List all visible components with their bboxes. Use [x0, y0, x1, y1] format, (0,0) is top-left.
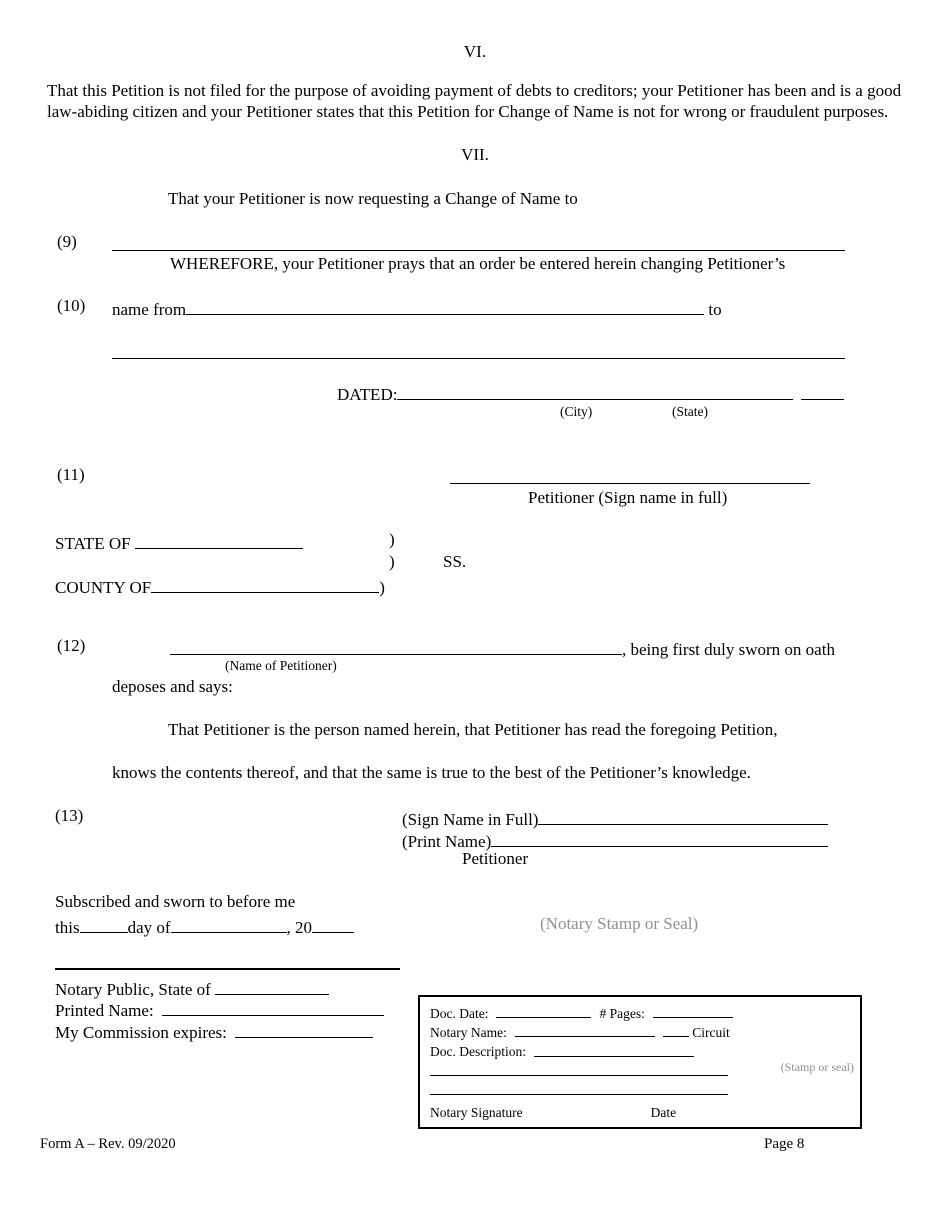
box-date-label: Date — [650, 1104, 677, 1120]
printed-name-row — [55, 997, 384, 1021]
section-vii-heading: VII. — [461, 145, 489, 164]
doc-description-blank[interactable] — [534, 1041, 694, 1056]
petitioner-caption: Petitioner — [462, 849, 529, 868]
doc-description-label: Doc. Description: — [430, 1044, 526, 1060]
sworn-day-blank[interactable] — [80, 914, 128, 933]
print-name-blank[interactable] — [491, 828, 828, 847]
name-of-petitioner-caption: (Name of Petitioner) — [225, 658, 337, 673]
pages-label: # Pages: — [599, 1006, 645, 1022]
doc-date-row — [430, 1003, 850, 1022]
commission-expires-blank[interactable] — [235, 1019, 373, 1038]
sworn-year-blank[interactable] — [312, 914, 354, 933]
commission-label: My Commission expires: — [55, 1022, 227, 1042]
this-word: this — [55, 917, 80, 937]
doc-description-row-3 — [430, 1080, 850, 1099]
doc-date-label: Doc. Date: — [430, 1006, 489, 1022]
notary-public-label: Notary Public, State of — [55, 979, 211, 999]
notary-signature-row — [430, 1104, 850, 1121]
form-revision: Form A – Rev. 09/2020 — [40, 1136, 176, 1152]
petitioner-signature-blank[interactable] — [450, 483, 810, 484]
page-number: Page 8 — [764, 1136, 805, 1152]
doc-date-blank[interactable] — [496, 1003, 591, 1018]
item-13-number: (13) — [55, 806, 84, 825]
state-caption: (State) — [672, 404, 708, 419]
day-of-label: day of — [127, 917, 171, 937]
sign-name-label: (Sign Name in Full) — [402, 809, 539, 829]
item-11-number: (11) — [57, 465, 85, 484]
dated-row — [337, 381, 844, 405]
county-of-label: COUNTY OF — [55, 577, 152, 597]
notary-state-blank[interactable] — [215, 976, 329, 995]
dated-state-blank[interactable] — [801, 381, 844, 400]
notary-stamp-hint: (Notary Stamp or Seal) — [540, 914, 699, 933]
venue-paren-middle: ) — [389, 552, 395, 571]
venue-state-blank[interactable] — [135, 530, 303, 549]
doc-description-line-3[interactable] — [430, 1080, 728, 1095]
sign-name-row — [402, 806, 828, 830]
wherefore-line: WHEREFORE, your Petitioner prays that an order be entered herein changing Petitioner’s — [170, 254, 786, 273]
change-name-to-blank[interactable] — [112, 250, 845, 251]
subscribed-line: Subscribed and sworn to before me — [55, 892, 296, 911]
city-caption: (City) — [560, 404, 593, 419]
venue-paren-top: ) — [389, 530, 395, 549]
circuit-label: Circuit — [692, 1025, 730, 1041]
sworn-suffix: , being first duly sworn on oath — [622, 639, 835, 659]
item-12-number: (12) — [57, 636, 86, 655]
state-of-row — [55, 530, 303, 554]
section-vi-heading: VI. — [463, 42, 487, 61]
notary-certificate-box — [418, 995, 862, 1129]
new-name-blank[interactable] — [112, 358, 845, 359]
sworn-month-blank[interactable] — [171, 914, 287, 933]
to-label: to — [708, 299, 722, 319]
year-prefix: , 20 — [286, 917, 313, 937]
petitioner-name-blank[interactable] — [170, 636, 622, 655]
deposes-label: deposes and says: — [112, 677, 233, 696]
statement-line-2: knows the contents thereof, and that the same is true to the best of the Petitioner’s knowledge. — [112, 763, 751, 782]
pages-blank[interactable] — [653, 1003, 733, 1018]
notary-signature-line[interactable] — [55, 968, 400, 970]
ss-label: SS. — [443, 552, 467, 571]
current-name-blank[interactable] — [186, 296, 704, 315]
print-name-label: (Print Name) — [402, 831, 492, 851]
sworn-row — [170, 636, 835, 660]
dated-label: DATED: — [337, 384, 398, 404]
notary-printed-name-blank[interactable] — [162, 997, 384, 1016]
request-line: That your Petitioner is now requesting a Change of Name to — [168, 189, 578, 208]
sworn-date-row — [55, 914, 354, 938]
notary-name-label: Notary Name: — [430, 1025, 507, 1041]
county-of-row — [55, 574, 385, 598]
printed-name-label: Printed Name: — [55, 1000, 154, 1020]
statement-line-1: That Petitioner is the person named herein, that Petitioner has read the foregoing Petition, — [168, 720, 778, 739]
circuit-number-blank[interactable] — [663, 1022, 689, 1037]
name-from-row — [112, 296, 722, 320]
notary-signature-label: Notary Signature — [430, 1104, 523, 1120]
notary-name-blank[interactable] — [515, 1022, 655, 1037]
item-9-number: (9) — [57, 232, 77, 251]
venue-paren-bottom: ) — [379, 577, 385, 597]
stamp-or-seal-hint: (Stamp or seal) — [780, 1060, 854, 1074]
name-from-label: name from — [112, 299, 187, 319]
doc-description-row — [430, 1041, 850, 1060]
dated-city-blank[interactable] — [397, 381, 793, 400]
state-of-label: STATE OF — [55, 533, 131, 553]
notary-name-row — [430, 1022, 850, 1041]
venue-county-blank[interactable] — [151, 574, 379, 593]
petitioner-sign-caption: Petitioner (Sign name in full) — [528, 488, 728, 507]
commission-row — [55, 1019, 373, 1043]
doc-description-line-2[interactable] — [430, 1061, 728, 1076]
item-10-number: (10) — [57, 296, 86, 315]
section-vi-paragraph: That this Petition is not filed for the purpose of avoiding payment of debts to creditors; your Petitioner has been and is a good law-abiding citizen and your Petitioner states that this Petition for Change of Name is not for wrong or fraudulent purposes. — [47, 81, 902, 121]
sign-name-blank[interactable] — [538, 806, 828, 825]
